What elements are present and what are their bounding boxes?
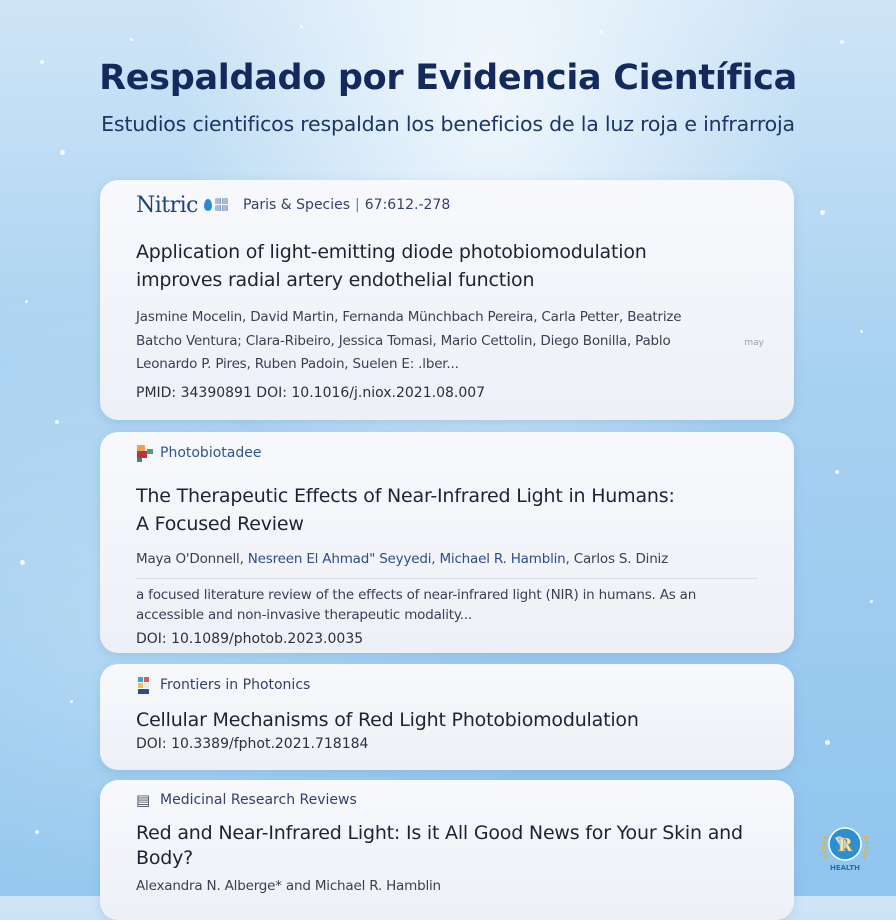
publisher-mark-icon: ▤▤ ▤▤ bbox=[215, 197, 229, 212]
article-identifiers[interactable]: PMID: 34390891 DOI: 10.1016/j.niox.2021.08.007 bbox=[136, 384, 486, 401]
article-title-line: The Therapeutic Effects of Near-Infrared Light in Humans: bbox=[136, 485, 675, 507]
authors-list: Alexandra N. Alberge* and Michael R. Hamblin bbox=[136, 878, 441, 894]
frontiers-icon bbox=[136, 676, 154, 694]
article-title-line: Application of light-emitting diode photobiomodulation bbox=[136, 241, 647, 263]
journal-book-icon: ▤ bbox=[136, 791, 151, 809]
article-abstract bbox=[136, 578, 758, 625]
page-header bbox=[0, 58, 896, 136]
journal-name: Frontiers in Photonics bbox=[160, 677, 311, 693]
author: Nesreen El Ahmad" Seyyedi, Michael R. Hamblin, bbox=[247, 551, 574, 567]
divider: | bbox=[355, 197, 360, 213]
water-drop-icon bbox=[204, 199, 212, 211]
journal-header bbox=[136, 442, 758, 464]
authors-line: Batcho Ventura; Clara-Ribeiro, Jessica Tomasi, Mario Cettolin, Diego Bonilla, Pablo bbox=[136, 332, 671, 349]
journal-header bbox=[136, 789, 758, 811]
author: Carlos S. Diniz bbox=[573, 551, 668, 567]
page-subtitle: Estudios cientificos respaldan los beneficios de la luz roja e infrarroja bbox=[101, 112, 795, 136]
article-title-line: Red and Near-Infrared Light: Is it All Good News for Your Skin and bbox=[136, 822, 743, 844]
laurel-globe-icon bbox=[817, 818, 873, 874]
journal-header bbox=[136, 674, 758, 696]
journal-name: Medicinal Research Reviews bbox=[160, 792, 357, 808]
nitric-logo: Nitric bbox=[136, 192, 199, 218]
margin-note: may bbox=[744, 338, 764, 348]
page-title: Respaldado por Evidencia Científica bbox=[99, 58, 797, 98]
authors-list bbox=[136, 306, 758, 377]
abstract-line: accessible and non-invasive therapeutic modality... bbox=[136, 606, 472, 623]
article-title[interactable] bbox=[136, 482, 758, 538]
svg-text:HEALTH: HEALTH bbox=[830, 864, 860, 872]
authors-list bbox=[136, 548, 758, 572]
article-card-frontiers[interactable] bbox=[100, 664, 794, 770]
author: Maya O'Donnell, bbox=[136, 551, 248, 567]
abstract-line: a focused literature review of the effects of near-infrared light (NIR) in humans. As an bbox=[136, 586, 697, 603]
article-card-photobiotadee[interactable] bbox=[100, 432, 794, 653]
article-title-line: Body? bbox=[136, 847, 194, 869]
article-title[interactable] bbox=[136, 238, 758, 294]
article-doi[interactable]: DOI: 10.1089/photob.2023.0035 bbox=[136, 630, 364, 647]
journal-reference: 67:612.-278 bbox=[364, 197, 451, 213]
journal-header bbox=[136, 194, 758, 216]
journal-name: Photobiotadee bbox=[160, 445, 262, 461]
authors-line: Leonardo P. Pires, Ruben Padoin, Suelen E: .lber... bbox=[136, 356, 459, 372]
article-title-line: improves radial artery endothelial function bbox=[136, 269, 535, 291]
article-doi[interactable]: DOI: 10.3389/fphot.2021.718184 bbox=[136, 736, 369, 752]
article-title[interactable]: Cellular Mechanisms of Red Light Photobiomodulation bbox=[136, 709, 639, 731]
article-title[interactable] bbox=[136, 821, 758, 871]
article-title-line: A Focused Review bbox=[136, 513, 304, 535]
article-card-medicinal-research[interactable] bbox=[100, 780, 794, 920]
journal-name: Paris & Species bbox=[243, 197, 351, 213]
health-brand-badge bbox=[817, 818, 873, 874]
article-card-nitric[interactable] bbox=[100, 180, 794, 420]
authors-line: Jasmine Mocelin, David Martin, Fernanda Münchbach Pereira, Carla Petter, Beatrize bbox=[136, 309, 682, 325]
photobiomodulation-journal-icon bbox=[136, 444, 154, 462]
svg-text:R: R bbox=[837, 835, 853, 856]
